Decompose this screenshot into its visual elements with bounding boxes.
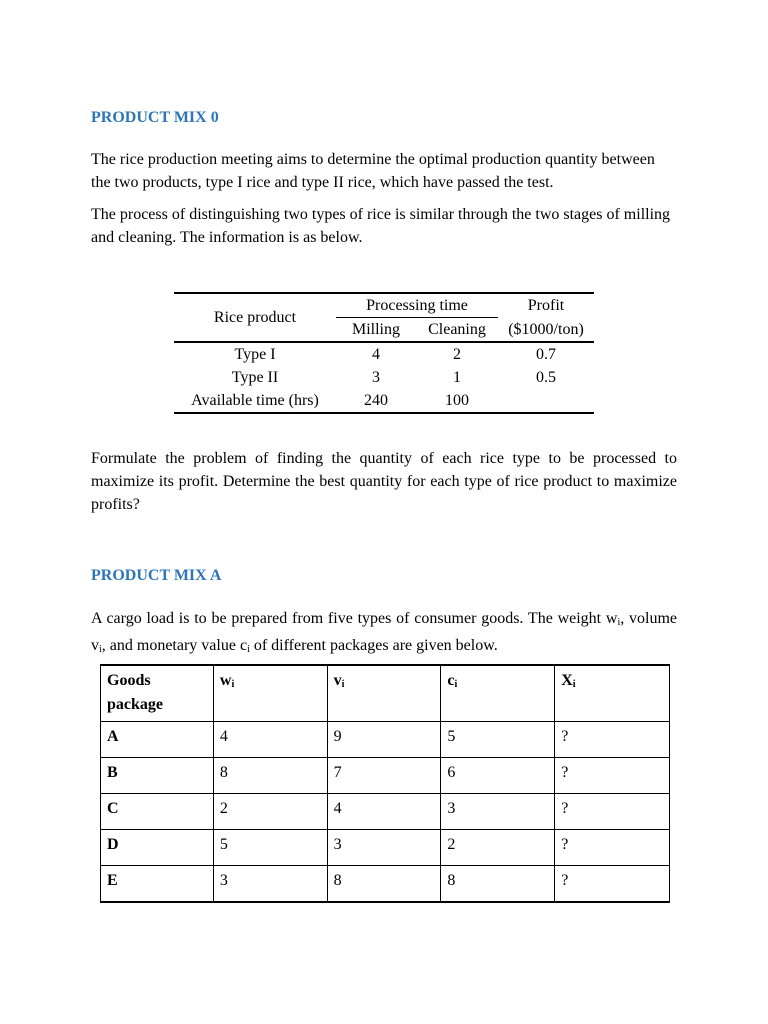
- cell-volume: 7: [327, 757, 441, 793]
- cell-value: 2: [441, 829, 555, 865]
- cell-value: 3: [441, 793, 555, 829]
- table-row: [174, 366, 594, 389]
- header-volume: $v_i$: [327, 665, 441, 721]
- cell-quantity: ?: [555, 721, 670, 757]
- cell-volume: 8: [327, 865, 441, 902]
- rice-processing-table: [174, 292, 594, 414]
- section-heading-product-mix-0: PRODUCT MIX 0: [91, 109, 219, 126]
- header-profit-unit: ($1000/ton): [498, 318, 594, 343]
- cell-weight: 2: [213, 793, 327, 829]
- row-label: Type I: [234, 346, 276, 363]
- row-label: C: [101, 793, 214, 829]
- row-label: B: [101, 757, 214, 793]
- process-paragraph: The process of distinguishing two types of rice is similar through the two stages of milling and cleaning. The information is as below.: [91, 206, 671, 246]
- cell-profit: 0.7: [536, 346, 556, 363]
- cell-cleaning: 100: [416, 389, 498, 413]
- row-label: E: [101, 865, 214, 902]
- table-row: [174, 389, 594, 413]
- cell-cleaning: 2: [453, 346, 461, 363]
- cell-milling: 3: [372, 369, 380, 386]
- cell-quantity: ?: [555, 829, 670, 865]
- cargo-paragraph: A cargo load is to be prepared from five types of consumer goods. The weight $w_i$, volume $v_i$, and monetary value $c_i$ of different packages are given below.: [91, 610, 677, 655]
- cell-milling: 4: [372, 346, 380, 363]
- header-goods-package: Goods package: [101, 665, 214, 721]
- cell-profit: [498, 389, 594, 413]
- table-row: [101, 829, 670, 865]
- table-row: [174, 342, 594, 366]
- cell-volume: 9: [327, 721, 441, 757]
- header-quantity: $X_i$: [555, 665, 670, 721]
- row-label: A: [101, 721, 214, 757]
- cell-profit: 0.5: [536, 369, 556, 386]
- cell-weight: 4: [213, 721, 327, 757]
- table-row: [101, 865, 670, 902]
- cell-weight: 8: [213, 757, 327, 793]
- cell-milling: 240: [336, 389, 416, 413]
- section-heading-product-mix-a: PRODUCT MIX A: [91, 567, 222, 584]
- table-row: [101, 757, 670, 793]
- formulate-paragraph: Formulate the problem of finding the quantity of each rice type to be processed to maximize its profit. Determine the best quantity for each type of rice product to maximize profits?: [91, 450, 677, 513]
- table-row: [101, 721, 670, 757]
- row-label: Type II: [231, 369, 279, 386]
- row-label: D: [101, 829, 214, 865]
- cell-weight: 3: [213, 865, 327, 902]
- header-cleaning: Cleaning: [416, 318, 498, 343]
- header-milling: Milling: [336, 318, 416, 343]
- cell-volume: 4: [327, 793, 441, 829]
- cell-value: 5: [441, 721, 555, 757]
- cell-cleaning: 1: [453, 369, 461, 386]
- goods-package-table: [100, 664, 670, 903]
- cell-quantity: ?: [555, 865, 670, 902]
- header-value: $c_i$: [441, 665, 555, 721]
- cell-value: 8: [441, 865, 555, 902]
- cell-weight: 5: [213, 829, 327, 865]
- header-weight: $w_i$: [213, 665, 327, 721]
- header-profit: Profit: [498, 293, 594, 318]
- header-rice-product: Rice product: [174, 293, 336, 342]
- row-label: Available time (hrs): [174, 389, 336, 413]
- header-processing-time: Processing time: [336, 293, 498, 318]
- table-row: [101, 793, 670, 829]
- intro-paragraph: The rice production meeting aims to determine the optimal production quantity between the two products, type I rice and type II rice, which have passed the test.: [91, 151, 655, 191]
- cell-quantity: ?: [555, 757, 670, 793]
- cell-volume: 3: [327, 829, 441, 865]
- cell-quantity: ?: [555, 793, 670, 829]
- cell-value: 6: [441, 757, 555, 793]
